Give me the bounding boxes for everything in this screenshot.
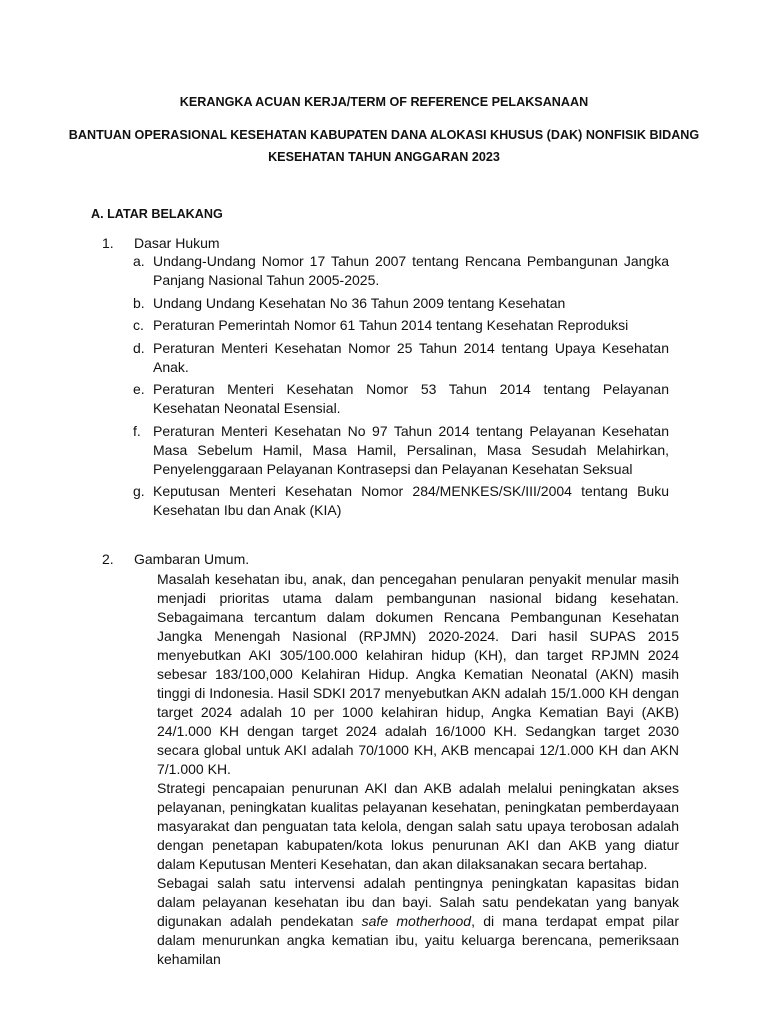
subsection-1-heading: Dasar Hukum (134, 235, 220, 251)
paragraph: Strategi pencapaian penurunan AKI dan AKB adalah melalui peningkatan akses pelayanan, peningkatan kualitas pelayanan kesehatan, peningkatan pemberdayaan masyarakat dan penguatan tata kelola, dengan salah satu upaya terobosan adalah dengan penetapan kabupaten/kota lokus penurunan AKI dan AKB yang diatur dalam Keputusan Menteri Kesehatan, dan akan dilaksanakan secara bertahap. (157, 780, 679, 872)
list-item-letter: f. (133, 422, 141, 439)
list-item-text: Peraturan Pemerintah Nomor 61 Tahun 2014 tentang Kesehatan Reproduksi (153, 317, 629, 333)
paragraph-text: , di mana terdapat empat pilar dalam menurunkan angka kematian ibu, yaitu keluarga berencana, pemeriksaan kehamilan (157, 913, 679, 967)
list-item-letter: d. (133, 339, 145, 356)
general-overview-body (157, 570, 679, 969)
list-item-text: Peraturan Menteri Kesehatan Nomor 25 Tahun 2014 tentang Upaya Kesehatan Anak. (153, 339, 669, 375)
list-item-text: Undang Undang Kesehatan No 36 Tahun 2009 tentang Kesehatan (153, 294, 566, 311)
list-item-text: Peraturan Menteri Kesehatan Nomor 53 Tahun 2014 tentang Pelayanan Kesehatan Neonatal Esensial. (153, 381, 669, 416)
subsection-1-number: 1. (102, 235, 114, 251)
emphasis-text: safe motherhood (361, 913, 472, 929)
list-item-text: Keputusan Menteri Kesehatan Nomor 284/MENKES/SK/III/2004 tentang Buku Kesehatan Ibu dan Anak (KIA) (153, 483, 669, 518)
list-item-text: Peraturan Menteri Kesehatan No 97 Tahun 2014 tentang Pelayanan Kesehatan Masa Sebelum Hamil, Masa Hamil, Persalinan, Masa Sesudah Melahirkan, Penyelenggaraan Pelayanan Kontrasepsi dan Pelayanan Kesehatan Seksual (153, 422, 669, 477)
list-item-letter: e. (133, 381, 145, 397)
document-subtitle: BANTUAN OPERASIONAL KESEHATAN KABUPATEN DANA ALOKASI KHUSUS (DAK) NONFISIK BIDANG KESEHATAN TAHUN ANGGARAN 2023 (68, 128, 700, 164)
list-item (133, 252, 669, 290)
subsection-2-heading: Gambaran Umum. (134, 551, 250, 567)
list-item (133, 294, 669, 313)
list-item-letter: b. (133, 294, 145, 311)
list-item (133, 422, 669, 479)
list-item (133, 339, 669, 377)
list-item-letter: c. (133, 317, 144, 333)
list-item-letter: g. (133, 483, 145, 499)
paragraph: Masalah kesehatan ibu, anak, dan pencegahan penularan penyakit menular masih menjadi prioritas utama dalam pembangunan nasional bidang kesehatan. Sebagaimana tercantum dalam dokumen Rencana Pembangunan Kesehatan Jangka Menengah Nasional (RPJMN) 2020-2024. Dari hasil SUPAS 2015 menyebutkan AKI 305/100.000 kelahiran hidup (KH), dan target RPJMN 2024 sebesar 183/100,000 Kelahiran Hidup. Angka Kematian Neonatal (AKN) masih tinggi di Indonesia. Hasil SDKI 2017 menyebutkan AKN adalah 15/1.000 KH dengan target 2024 adalah 10 per 1000 kelahiran hidup, Angka Kematian Bayi (AKB) 24/1.000 KH dengan target 2024 adalah 16/1000 KH. Sedangkan target 2030 secara global untuk AKI adalah 70/1000 KH, AKB mencapai 12/1.000 KH dan AKN 7/1.000 KH. (157, 571, 679, 777)
list-item-text: Undang-Undang Nomor 17 Tahun 2007 tentang Rencana Pembangunan Jangka Panjang Nasional Tahun 2005-2025. (153, 253, 669, 288)
section-heading: A. LATAR BELAKANG (91, 207, 223, 221)
list-item (133, 316, 669, 335)
list-item-letter: a. (133, 253, 145, 269)
subsection-2-number: 2. (102, 551, 114, 567)
list-item (133, 482, 669, 520)
document-title: KERANGKA ACUAN KERJA/TERM OF REFERENCE PELAKSANAAN (179, 95, 589, 109)
legal-basis-list (133, 252, 669, 524)
paragraph (157, 874, 679, 969)
list-item (133, 380, 669, 418)
paragraph-text: Sebagai salah satu intervensi adalah pentingnya peningkatan kapasitas bidan dalam pelayanan kesehatan ibu dan bayi. Salah satu pendekatan yang banyak digunakan adalah pendekatan (157, 875, 679, 929)
